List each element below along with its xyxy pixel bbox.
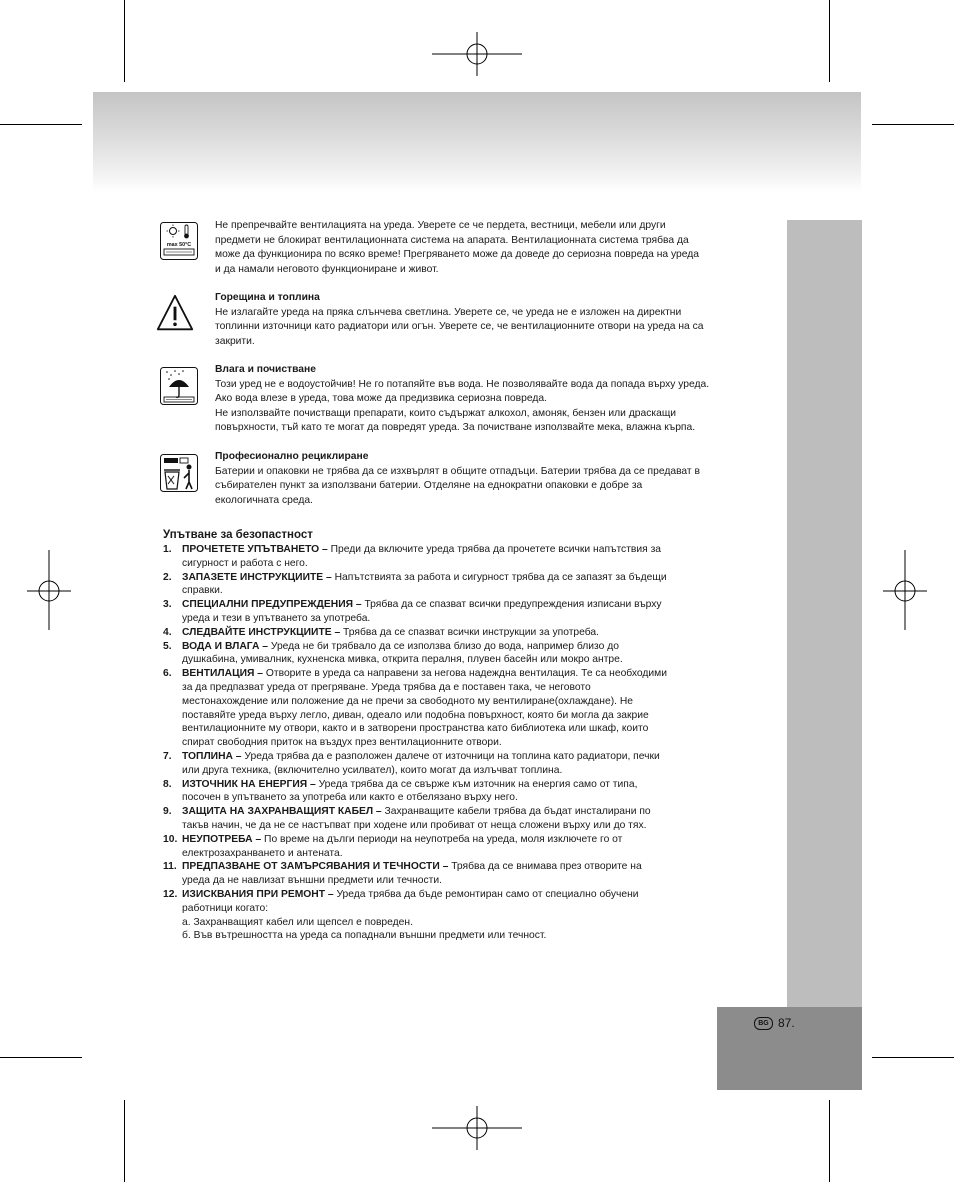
item-key: ВОДА И ВЛАГА –: [182, 640, 268, 652]
language-badge: BG: [754, 1017, 773, 1030]
text-line: предмети не блокират вентилационната система на апарата. Вентилационната система трябва да: [215, 234, 689, 246]
list-item: [163, 778, 743, 806]
list-item: [163, 805, 743, 833]
item-key: СЛЕДВАЙТЕ ИНСТРУКЦИИТЕ –: [182, 626, 341, 638]
item-key: ИЗТОЧНИК НА ЕНЕРГИЯ –: [182, 778, 316, 790]
text-line: сигурност и работа с него.: [182, 557, 308, 569]
item-number: 6.: [163, 668, 172, 680]
text-line: Не използвайте почистващи препарати, които съдържат алкохол, амоняк, бензен или драскащи: [215, 407, 677, 419]
text-line: Уреда не би трябвало да се използва близо до вода, например близо до: [268, 640, 619, 652]
ventilation-heat-icon: [160, 222, 198, 260]
umbrella-rain-icon: [160, 367, 198, 405]
text-line: местонахождение или положение да не пречи за свободното му вентилиране(охлаждане). Не: [182, 695, 634, 707]
text-line: Уреда трябва да бъде ремонтиран само от специално обучени: [333, 888, 639, 900]
text-line: Трябва да се спазват всички предупреждения изписани върху: [361, 599, 662, 611]
text-line: посочен в упътването за употреба или както е отбелязано върху него.: [182, 792, 518, 804]
text-line: може да функционира по всяко време! Прегряването може да доведе до сериозна повреда на уреда: [215, 249, 699, 260]
text-line: и да намали неговото функциониране и живот.: [215, 263, 439, 275]
list-item: [163, 833, 743, 861]
text-line: топлинни източници като радиатори или огън. Уверете се, че вентилационните отвори на уреда на са: [215, 321, 704, 332]
text-line: душкабина, умивалник, кухненска мивка, открита пералня, плувен басейн или мокро антре.: [182, 654, 623, 666]
text-line: Не препречвайте вентилацията на уреда. Уверете се че пердета, вестници, мебели или други: [215, 220, 666, 231]
text-line: или друга техника, (включително усилвател), които могат да излъчват топлина.: [182, 764, 563, 776]
text-line: Не излагайте уреда на пряка слънчева светлина. Уверете се, че уреда не е изложен на директни: [215, 306, 682, 318]
text-line: справки.: [182, 585, 223, 597]
text-line: Уреда трябва да се свърже към източник на енергия само от типа,: [315, 778, 638, 790]
item-number: 7.: [163, 750, 172, 762]
text-line: Този уред не е водоустойчив! Не го потапяйте във вода. Не позволявайте вода да попада върху уреда.: [215, 378, 710, 390]
list-item: [163, 640, 743, 668]
header-gradient-band: [93, 92, 861, 192]
list-item: [163, 543, 743, 571]
warning-heading: Професионално рециклиране: [215, 451, 369, 462]
item-number: 10.: [163, 833, 178, 845]
warning-triangle-icon: [156, 294, 194, 332]
warning-heading: Горещина и топлина: [215, 292, 320, 303]
page-number-text: 87.: [778, 1016, 795, 1030]
item-key: СПЕЦИАЛНИ ПРЕДУПРЕЖДЕНИЯ –: [182, 599, 362, 611]
item-number: 12.: [163, 888, 178, 900]
registration-mark-top-icon: [430, 30, 524, 78]
item-key: ИЗИСКВАНИЯ ПРИ РЕМОНТ –: [182, 888, 334, 900]
item-number: 8.: [163, 778, 172, 790]
warning-recycling: [215, 450, 775, 508]
list-item: [163, 598, 743, 626]
warning-moisture: [215, 363, 775, 436]
item-key: ЗАПАЗЕТЕ ИНСТРУКЦИИТЕ –: [182, 571, 332, 583]
text-line: Ако вода влезе в уреда, това може да предизвика сериозна повреда.: [215, 393, 547, 404]
text-line: събирателен пункт за използвани батерии. Отделяне на еднократни опаковки е добре за: [215, 480, 643, 491]
list-item: [163, 667, 743, 750]
text-line: вентилационните му отвори, както и в затворени пространства като библиотека или шкаф, които: [182, 723, 649, 735]
text-line: повърхности, тъй като те могат да повредят уреда. За почистване използвайте мека, влажна кърпа.: [215, 422, 696, 433]
item-number: 9.: [163, 806, 172, 818]
text-line: Захранващите кабели трябва да бъдат инсталирани по: [381, 806, 651, 818]
registration-mark-left-icon: [25, 548, 73, 632]
text-line: екологичната среда.: [215, 494, 313, 506]
item-key: НЕУПОТРЕБА –: [182, 833, 262, 845]
list-item: [163, 571, 743, 599]
list-item: [163, 860, 743, 888]
item-number: 1.: [163, 544, 172, 555]
list-item: [163, 626, 743, 640]
item-number: 11.: [163, 861, 177, 873]
text-line: Напътствията за работа и сигурност трябва да се запазят за бъдещи: [331, 571, 667, 583]
warning-ventilation: [215, 219, 775, 277]
item-number: 4.: [163, 626, 172, 638]
section-title: Упътване за безопастност: [163, 529, 313, 541]
item-number: 2.: [163, 571, 172, 583]
text-line: Батерии и опаковки не трябва да се изхвърлят в общите отпадъци. Батерии трябва да се предават в: [215, 465, 700, 477]
item-key: ЗАЩИТА НА ЗАХРАНВАЩИЯТ КАБЕЛ –: [182, 806, 382, 818]
text-line: работници когато:: [182, 902, 269, 914]
side-grey-bar: [787, 220, 862, 1007]
text-line: Преди да включите уреда трябва да прочетете всички напътствия за: [327, 544, 662, 555]
text-line: По време на дълги периоди на неупотреба на уреда, моля изключете го от: [261, 833, 623, 845]
item-number: 5.: [163, 640, 172, 652]
sub-item: а. Захранващият кабел или щепсел е повреден.: [182, 916, 413, 928]
safety-list: [163, 543, 743, 943]
text-line: уреда и тези в упътването за употреба.: [182, 612, 371, 624]
item-key: ТОПЛИНА –: [182, 750, 242, 762]
text-line: Трябва да се внимава през отворите на: [448, 861, 642, 873]
text-line: Уреда трябва да е разположен далече от източници на топлина като радиатори, печки: [241, 750, 660, 762]
warning-heat: [215, 291, 775, 349]
max-temperature-label: max 50°C: [166, 242, 192, 248]
sub-item: б. Във вътрешността на уреда са попаднали външни предмети или течност.: [182, 930, 547, 942]
text-line: такъв начин, че да не се настъпват при ходене или пробиват от неща сложени върху или до тях.: [182, 819, 647, 831]
registration-mark-right-icon: [881, 548, 929, 632]
item-key: ПРЕДПАЗВАНЕ ОТ ЗАМЪРСЯВАНИЯ И ТЕЧНОСТИ –: [182, 861, 449, 873]
text-line: уреда да не навлизат външни предмети или течности.: [182, 875, 442, 887]
text-line: спират свободния приток на въздух през вентилационните отвори.: [182, 737, 502, 749]
text-line: поставяйте уреда върху легло, диван, одеало или подобна повърхност, която би могла да закрие: [182, 709, 649, 721]
warning-heading: Влага и почистване: [215, 364, 316, 375]
text-line: Отворите в уреда са направени за негова надеждна вентилация. Те са необходими: [263, 668, 667, 680]
registration-mark-bottom-icon: [430, 1104, 524, 1152]
text-line: закрити.: [215, 335, 255, 347]
text-line: за да предпазват уреда от прегряване. Уреда трябва да е поставен така, че неговото: [182, 681, 591, 693]
list-item: [163, 750, 743, 778]
item-number: 3.: [163, 599, 172, 611]
item-key: ПРОЧЕТЕТЕ УПЪТВАНЕТО –: [182, 544, 328, 555]
text-line: електрозахранването и антената.: [182, 847, 343, 859]
list-item: [163, 888, 743, 916]
recycling-bin-icon: [160, 454, 198, 492]
text-line: Трябва да се спазват всички инструкции за употреба.: [340, 626, 600, 638]
item-key: ВЕНТИЛАЦИЯ –: [182, 668, 264, 680]
page-number: [754, 1016, 795, 1030]
